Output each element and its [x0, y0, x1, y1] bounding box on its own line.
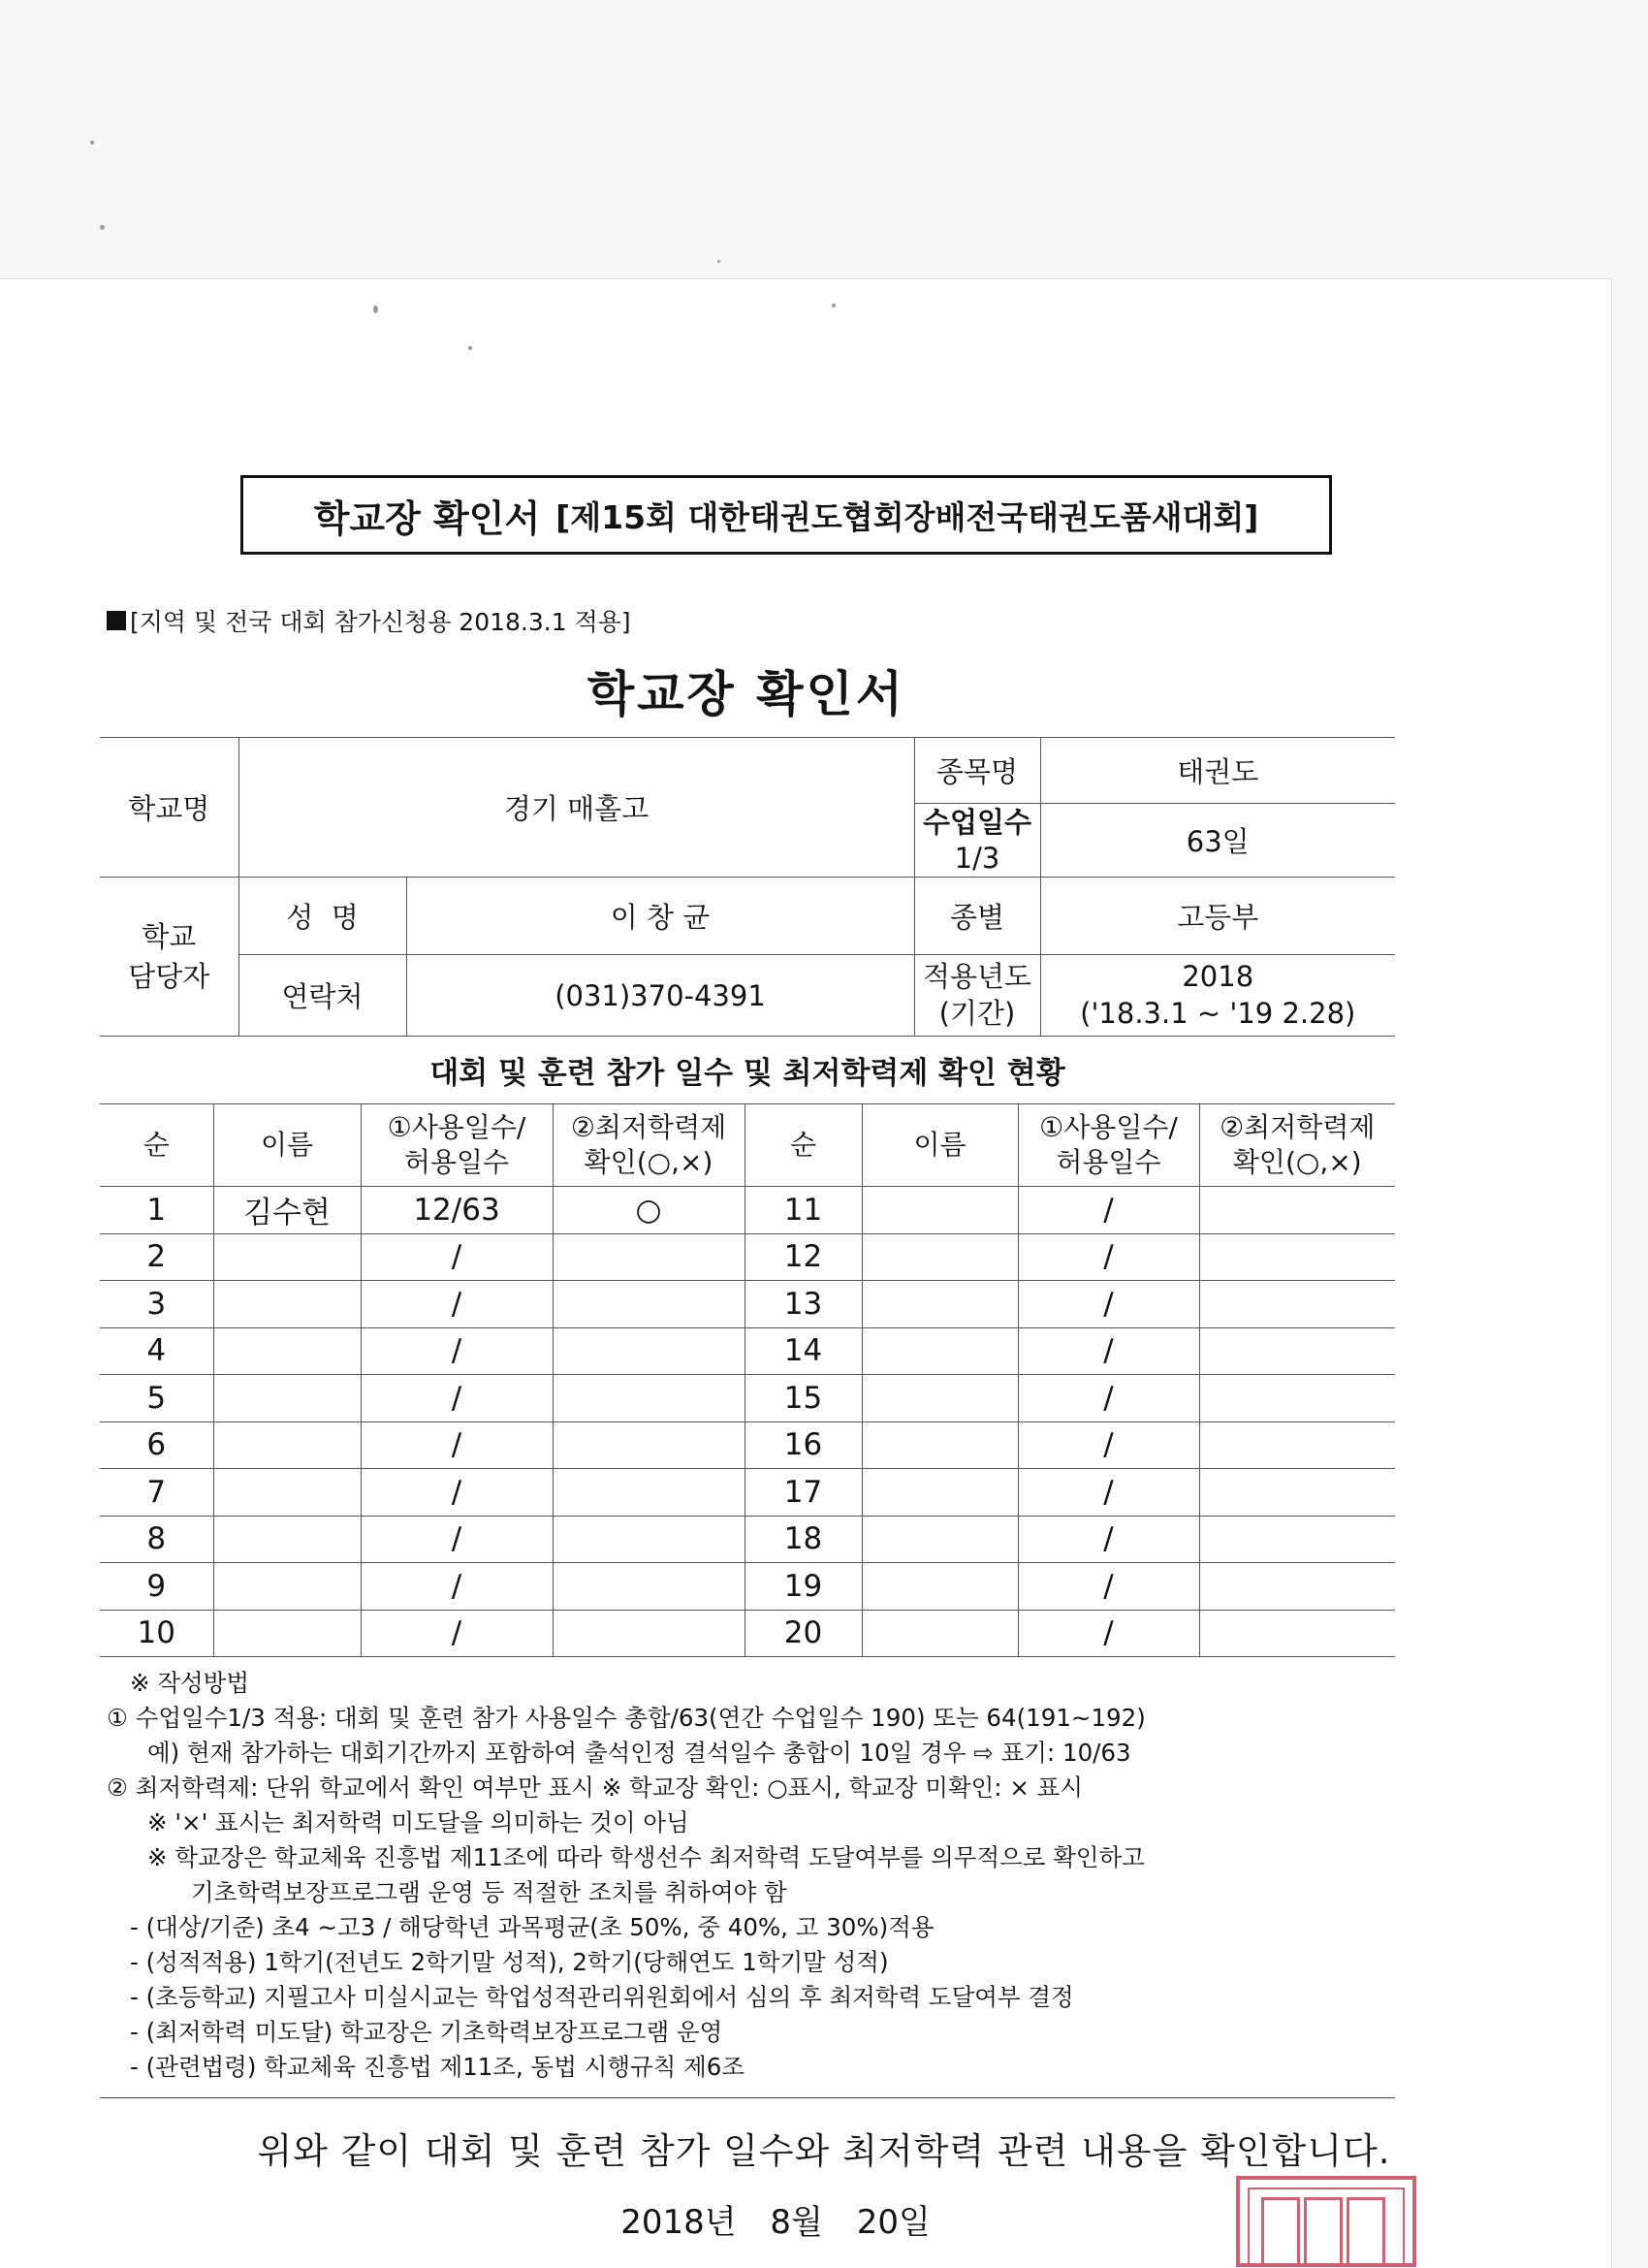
- header-days: [361, 1104, 553, 1187]
- scan-speck: [90, 141, 94, 144]
- guide-detail-2: - (성적적용) 1학기(전년도 2학기말 성적), 2학기(당해연도 1학기말 성적): [130, 1948, 889, 1976]
- row-no: 11: [745, 1187, 862, 1234]
- header-name: 이름: [862, 1104, 1018, 1187]
- status-header-row: [100, 1104, 1395, 1187]
- row-no: 5: [100, 1375, 213, 1422]
- row-no: 16: [745, 1421, 862, 1469]
- row-name: [862, 1610, 1018, 1657]
- row-days: /: [1018, 1610, 1199, 1657]
- row-name: [213, 1421, 361, 1469]
- year-value-period: ('18.3.1 ~ '19 2.28): [1080, 996, 1356, 1030]
- class-days-value: 63일: [1040, 804, 1395, 878]
- manager-label-line2: 담당자: [128, 959, 210, 993]
- applied-note-text: [지역 및 전국 대회 참가신청용 2018.3.1 적용]: [130, 608, 631, 636]
- scan-speck: [100, 225, 105, 230]
- row-no: 14: [745, 1327, 862, 1375]
- contact-label: 연락처: [238, 955, 406, 1037]
- row-days: /: [361, 1281, 553, 1328]
- table-row: [100, 1281, 1395, 1328]
- row-no: 10: [100, 1610, 213, 1657]
- row-name: [862, 1516, 1018, 1563]
- row-no: 2: [100, 1233, 213, 1281]
- row-name: [213, 1233, 361, 1281]
- header-days-line2: 허용일수: [403, 1146, 510, 1178]
- row-name: [213, 1516, 361, 1563]
- row-name: [213, 1563, 361, 1611]
- row-no: 18: [745, 1516, 862, 1563]
- header-no: 순: [745, 1104, 862, 1187]
- row-check: [1199, 1281, 1395, 1328]
- divider: [100, 2097, 1395, 2098]
- header-check-line1: ②최저학력제: [1220, 1110, 1376, 1143]
- guide-detail-3: - (초등학교) 지필고사 미실시교는 학업성적관리위원회에서 심의 후 최저학력 도달여부 결정: [130, 1983, 1074, 2011]
- table-row: [100, 1563, 1395, 1611]
- applied-note: [107, 603, 631, 638]
- row-name: [862, 1375, 1018, 1422]
- seal-glyph: [1304, 2197, 1343, 2264]
- guide-detail-1: - (대상/기준) 초4 ~고3 / 해당학년 과목평균(초 50%, 중 40%, 고 30%)적용: [130, 1913, 935, 1941]
- row-days: /: [1018, 1563, 1199, 1611]
- header-check-line1: ②최저학력제: [570, 1110, 727, 1143]
- table-row: [100, 1516, 1395, 1563]
- date-day: 20일: [856, 2203, 931, 2242]
- event-label: 종목명: [914, 738, 1040, 804]
- row-check: [1199, 1421, 1395, 1469]
- guide-item-2: ② 최저학력제: 단위 학교에서 확인 여부만 표시 ※ 학교장 확인: ○표시, 학교장 미확인: × 표시: [107, 1773, 1083, 1802]
- row-no: 20: [745, 1610, 862, 1657]
- date-year: 2018년: [620, 2203, 737, 2242]
- row-check: [553, 1375, 745, 1422]
- row-days: /: [1018, 1421, 1199, 1469]
- row-name: [862, 1469, 1018, 1517]
- row-no: 12: [745, 1233, 862, 1281]
- scan-speck: [468, 346, 472, 350]
- row-no: 6: [100, 1421, 213, 1469]
- row-days: 12/63: [361, 1187, 553, 1234]
- scan-speck: [373, 305, 378, 313]
- header-check: [553, 1104, 745, 1187]
- row-name: [213, 1327, 361, 1375]
- row-days: /: [1018, 1516, 1199, 1563]
- row-check: [1199, 1233, 1395, 1281]
- header-title-sub: [제15회 대한태권도협회장배전국태권도품새대회]: [555, 497, 1259, 536]
- row-no: 13: [745, 1281, 862, 1328]
- header-title-main: 학교장 확인서: [313, 496, 541, 540]
- year-value: [1040, 955, 1395, 1037]
- class-days-label-line1: 수업일수: [922, 806, 1032, 840]
- scan-speck: [717, 260, 720, 263]
- row-no: 4: [100, 1327, 213, 1375]
- class-days-label: [914, 804, 1040, 878]
- row-days: /: [361, 1233, 553, 1281]
- row-days: /: [1018, 1469, 1199, 1517]
- row-days: /: [1018, 1233, 1199, 1281]
- row-check: [553, 1281, 745, 1328]
- row-days: /: [361, 1610, 553, 1657]
- table-row: [100, 1375, 1395, 1422]
- document-title: 학교장 확인서: [586, 666, 906, 722]
- year-label-line1: 적용년도: [922, 959, 1032, 993]
- row-no: 17: [745, 1469, 862, 1517]
- header-name: 이름: [213, 1104, 361, 1187]
- row-days: /: [1018, 1327, 1199, 1375]
- date-month: 8월: [770, 2203, 823, 2242]
- row-check: [553, 1516, 745, 1563]
- year-label-line2: (기간): [938, 996, 1016, 1030]
- guide-item-2-note-a: ※ '×' 표시는 최저학력 미도달을 의미하는 것이 아님: [147, 1808, 689, 1837]
- manager-label-line1: 학교: [142, 919, 197, 953]
- event-value: 태권도: [1040, 738, 1395, 804]
- row-no: 1: [100, 1187, 213, 1234]
- table-row: [100, 1233, 1395, 1281]
- row-check: [553, 1327, 745, 1375]
- header-check-line2: 확인(○,×): [1232, 1146, 1362, 1178]
- participation-status-table: [100, 1103, 1395, 1657]
- row-check: [1199, 1327, 1395, 1375]
- table-row: [100, 1187, 1395, 1234]
- table-row: [100, 1327, 1395, 1375]
- header-days-line1: ①사용일수/: [387, 1110, 526, 1143]
- manager-label: [100, 878, 238, 1037]
- row-no: 7: [100, 1469, 213, 1517]
- header-days-line1: ①사용일수/: [1039, 1110, 1178, 1143]
- row-no: 19: [745, 1563, 862, 1611]
- year-label: [914, 955, 1040, 1037]
- black-square-icon: [107, 611, 126, 630]
- row-name: [862, 1563, 1018, 1611]
- table-row: [100, 1610, 1395, 1657]
- row-days: /: [1018, 1187, 1199, 1234]
- row-days: /: [361, 1563, 553, 1611]
- table-row: [100, 1421, 1395, 1469]
- row-name: [862, 1421, 1018, 1469]
- header-check-line2: 확인(○,×): [584, 1146, 713, 1178]
- row-name: [862, 1327, 1018, 1375]
- row-name: [862, 1281, 1018, 1328]
- name-label: 성 명: [238, 878, 406, 955]
- school-name-label: 학교명: [100, 738, 238, 878]
- status-section-title: 대회 및 훈련 참가 일수 및 최저학력제 확인 현황: [429, 1056, 1065, 1091]
- row-days: /: [361, 1421, 553, 1469]
- row-check: [553, 1469, 745, 1517]
- row-check: [1199, 1187, 1395, 1234]
- row-no: 8: [100, 1516, 213, 1563]
- row-name: [213, 1469, 361, 1517]
- row-check: [1199, 1563, 1395, 1611]
- row-check: [553, 1610, 745, 1657]
- row-name: 김수현: [213, 1187, 361, 1234]
- row-days: /: [361, 1469, 553, 1517]
- school-info-table: [100, 737, 1395, 1037]
- row-check: [1199, 1516, 1395, 1563]
- row-check: [1199, 1610, 1395, 1657]
- row-check: [1199, 1375, 1395, 1422]
- header-days-line2: 허용일수: [1056, 1146, 1161, 1178]
- header-no: 순: [100, 1104, 213, 1187]
- confirmation-statement: 위와 같이 대회 및 훈련 참가 일수와 최저학력 관련 내용을 확인합니다.: [257, 2130, 1391, 2172]
- school-name-value: 경기 매홀고: [238, 738, 914, 878]
- row-no: 3: [100, 1281, 213, 1328]
- row-days: /: [361, 1375, 553, 1422]
- guide-heading: ※ 작성방법: [130, 1669, 249, 1697]
- category-label: 종별: [914, 878, 1040, 955]
- row-days: /: [1018, 1281, 1199, 1328]
- guide-item-1: ① 수업일수1/3 적용: 대회 및 훈련 참가 사용일수 총합/63(연간 수업일수 190) 또는 64(191~192): [107, 1704, 1146, 1732]
- row-name: [862, 1233, 1018, 1281]
- row-days: /: [361, 1516, 553, 1563]
- row-days: /: [1018, 1375, 1199, 1422]
- row-name: [213, 1281, 361, 1328]
- seal-glyph: [1261, 2197, 1300, 2264]
- row-no: 15: [745, 1375, 862, 1422]
- principal-seal-stamp: [1236, 2176, 1416, 2267]
- writing-guide: [107, 1666, 1406, 2085]
- row-no: 9: [100, 1563, 213, 1611]
- row-days: /: [361, 1327, 553, 1375]
- row-check: [553, 1563, 745, 1611]
- row-check: [553, 1233, 745, 1281]
- header-title-box: [240, 475, 1332, 555]
- table-row: [100, 1469, 1395, 1517]
- contact-value: (031)370-4391: [406, 955, 914, 1037]
- row-name: [213, 1375, 361, 1422]
- seal-glyph: [1347, 2197, 1385, 2264]
- row-name: [213, 1610, 361, 1657]
- guide-item-2-note-b: ※ 학교장은 학교체육 진흥법 제11조에 따라 학생선수 최저학력 도달여부를 의무적으로 확인하고: [147, 1843, 1145, 1871]
- year-value-year: 2018: [1182, 959, 1254, 993]
- guide-item-2-note-c: 기초학력보장프로그램 운영 등 적절한 조치를 취하여야 함: [191, 1878, 787, 1906]
- header-days: [1018, 1104, 1199, 1187]
- row-check: ○: [553, 1187, 745, 1234]
- guide-detail-5: - (관련법령) 학교체육 진흥법 제11조, 동법 시행규칙 제6조: [130, 2053, 745, 2081]
- scan-speck: [832, 303, 836, 307]
- guide-detail-4: - (최저학력 미도달) 학교장은 기초학력보장프로그램 운영: [130, 2018, 723, 2046]
- row-check: [553, 1421, 745, 1469]
- row-check: [1199, 1469, 1395, 1517]
- row-name: [862, 1187, 1018, 1234]
- name-value: 이 창 균: [406, 878, 914, 955]
- category-value: 고등부: [1040, 878, 1395, 955]
- guide-item-1-example: 예) 현재 참가하는 대회기간까지 포함하여 출석인정 결석일수 총합이 10일 경우 ⇨ 표기: 10/63: [147, 1739, 1131, 1767]
- header-check: [1199, 1104, 1395, 1187]
- class-days-label-line2: 1/3: [954, 841, 1000, 875]
